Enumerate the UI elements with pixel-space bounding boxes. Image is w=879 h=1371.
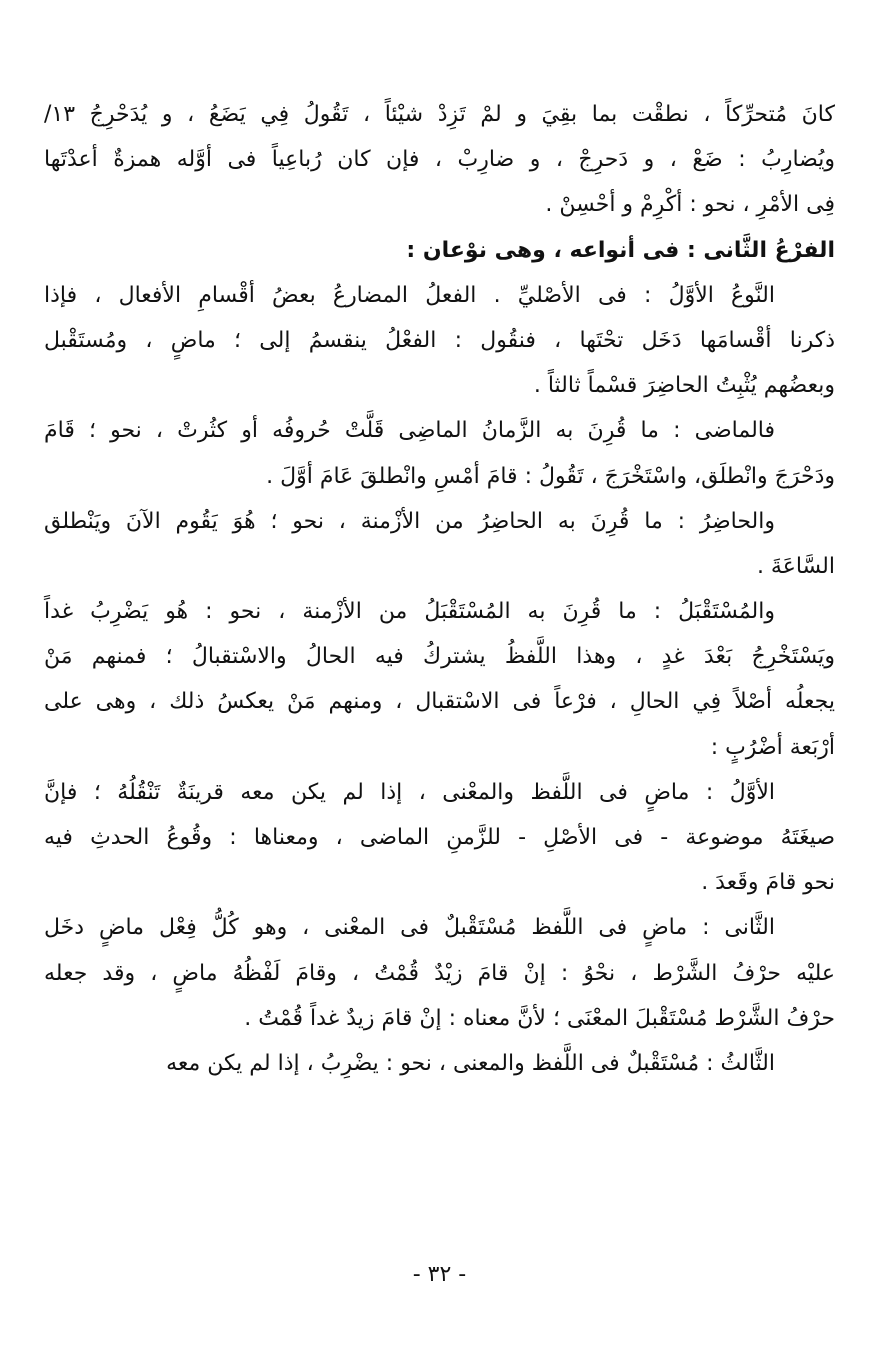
text-line: عليْه حرْفُ الشَّرْط ، نحْوُ : إنْ قامَ زيْدٌ قُمْتُ ، وقامَ لَفْظُهُ ماضٍ ، وقد جعله [44, 960, 835, 986]
text-line: النَّوعُ الأوَّلُ : فى الأصْليِّ . الفعلُ المضارعُ بعضُ أقْسامِ الأفعال ، فإذا [44, 282, 775, 308]
text-line: والحاضِرُ : ما قُرِنَ به الحاضِرُ من الأزْمنة ، نحو ؛ هُوَ يَقُوم الآنَ ويَنْطلق [44, 508, 775, 534]
text-line: نحو قامَ وقَعدَ . [701, 870, 835, 896]
arabic-text-body [44, 92, 835, 1086]
text-line: الثَّالثُ : مُسْتَقْبلٌ فى اللَّفظ والمعنى ، نحو : يضْرِبُ ، إذا لم يكن معه [166, 1050, 775, 1076]
text-line: كانَ مُتحرِّكاً ، نطقْت بما بقِيَ و لمْ تَزِدْ شيْئاً ، تَقُولُ فِي يَضَعُ ، و يُدَحْرِجُ ١٣/ [44, 102, 835, 127]
page-number: - ٣٢ - [412, 1262, 467, 1287]
text-line: والمُسْتَقْبَلُ : ما قُرِنَ به المُسْتَقْبَلُ من الأزْمنة ، نحو : هُو يَضْرِبُ غداً [44, 599, 775, 625]
text-line: ويُضارِبُ : ضَعْ ، و دَحرِجْ ، و ضارِبْ ، فإن كان رُباعِياً فى أوَّله همزةٌ أعدْتَها [44, 147, 835, 173]
text-line: ذكرنا أقْسامَها دَخَل تحْتَها ، فنقُول : الفعْلُ ينقسمُ إلى ؛ ماضٍ ، ومُستَقْبل [44, 327, 835, 353]
text-line: ويَسْتَخْرِجُ بَعْدَ غدٍ ، وهذا اللَّفظُ يشتركُ فيه الحالُ والاسْتقبالُ ؛ فمنهم مَنْ [44, 644, 835, 670]
section-heading: الفرْعُ الثَّانى : فى أنواعه ، وهى نوْعان : [406, 237, 835, 263]
text-line: وبعضُهم يُثْبِتُ الحاضِرَ قسْماً ثالثاً . [533, 373, 835, 399]
text-line: الأوَّلُ : ماضٍ فى اللَّفظ والمعْنى ، إذا لم يكن معه قرينَةٌ تَنْقُلُهُ ؛ فإنَّ [44, 779, 775, 805]
text-line: صيغَتَهُ موضوعة - فى الأصْلِ - للزَّمنِ الماضى ، ومعناها : وقُوعُ الحدثِ فيه [44, 825, 835, 850]
text-line: ودَحْرَجَ وانْطلَق، واسْتَخْرَجَ ، تَقُولُ : قامَ أمْسِ وانْطلقَ عَامَ أوَّلَ . [266, 463, 835, 489]
text-line: فِى الأمْرِ ، نحو : أكْرِمْ و أحْسِنْ . [545, 192, 835, 218]
text-line: حرْفُ الشَّرْط مُسْتَقْبلَ المعْنَى ؛ لأنَّ معناه : إنْ قامَ زيدٌ غداً قُمْتُ . [244, 1005, 835, 1031]
text-line: يجعلُه أصْلاً فِي الحالِ ، فرْعاً فى الاسْتقبال ، ومنهم مَنْ يعكسُ ذلك ، وهى على [44, 689, 835, 715]
text-line: فالماضى : ما قُرِنَ به الزَّمانُ الماضِى قَلَّتْ حُروفُه أو كثُرتْ ، نحو ؛ قَامَ [44, 418, 775, 444]
text-line: أرْبَعة أضْرُبٍ : [710, 734, 835, 760]
text-line: الثَّانى : ماضٍ فى اللَّفظ مُسْتَقْبلٌ فى المعْنى ، وهو كُلُّ فِعْل ماضٍ دخَل [44, 915, 775, 941]
text-line: السَّاعَةَ . [756, 553, 835, 579]
